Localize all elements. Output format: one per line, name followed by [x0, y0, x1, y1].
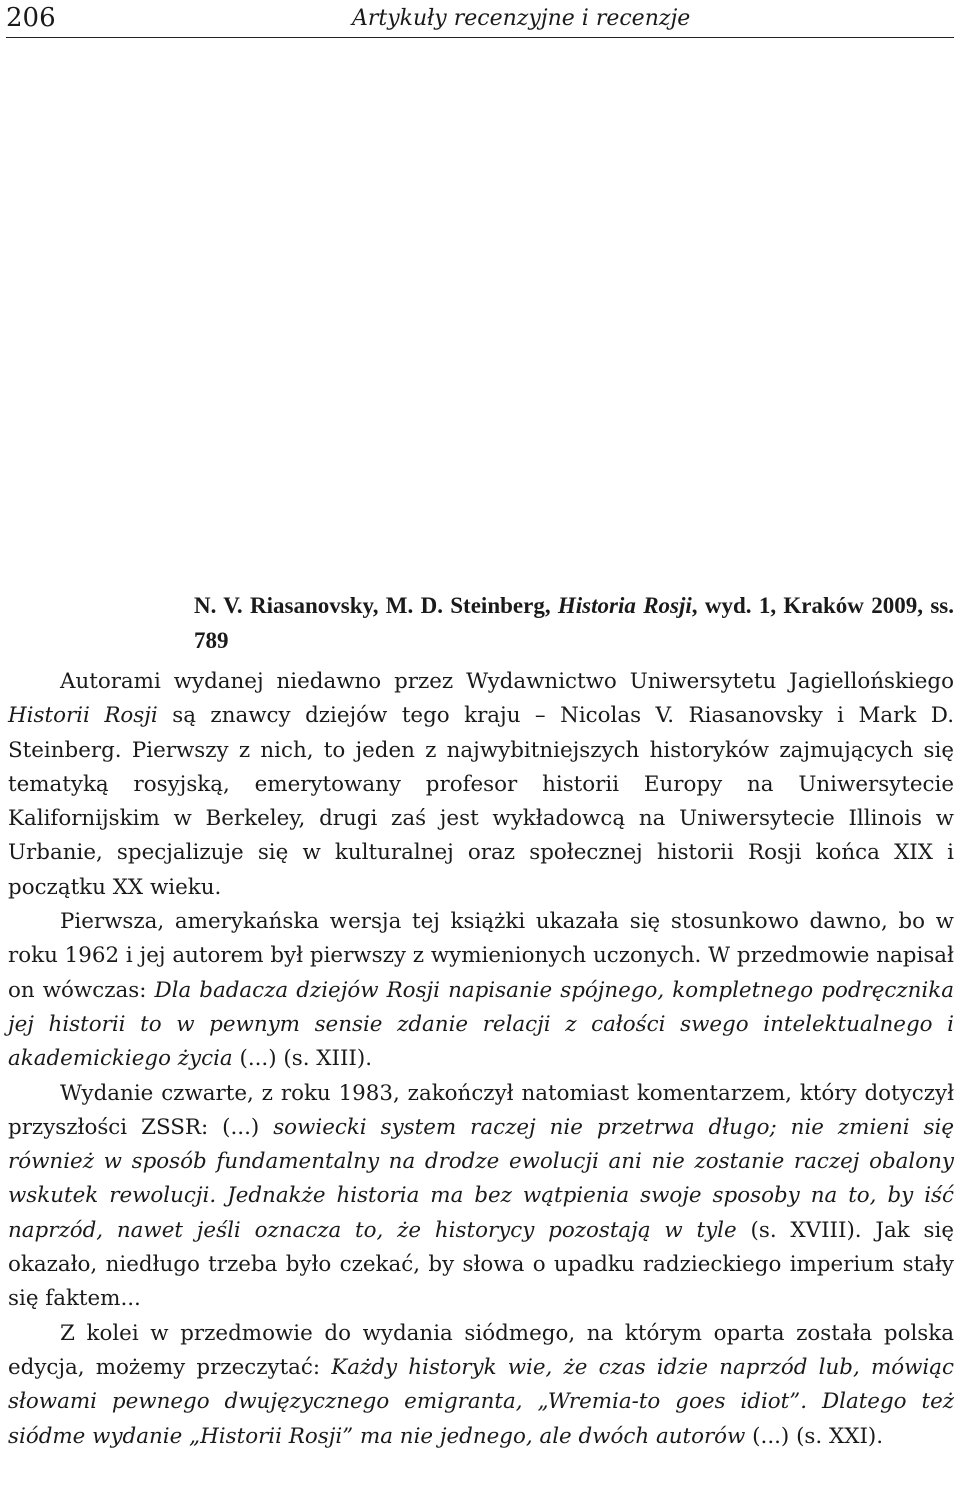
paragraph-text: (...) (s. XXI).: [745, 1423, 884, 1449]
review-authors: N. V. Riasanovsky, M. D. Steinberg,: [194, 593, 558, 618]
body-paragraph: [8, 1077, 954, 1317]
body-paragraph: [8, 665, 954, 905]
page-number: 206: [6, 3, 56, 33]
paragraph-text: (s. XVIII). Jak się okazało, niedługo trzeba było czekać, by słowa o upadku radzieckiego imperium stały się faktem...: [8, 1217, 954, 1312]
quoted-italic-text: sowiecki system raczej nie przetrwa długo; nie zmieni się również w sposób fundamentalny na drodze ewolucji ani nie zostanie raczej obalony wskutek rewolucji. Jednakże historia ma bez wątpienia swoje sposoby na to, by iść naprzód, nawet jeśli oznacza to, że historycy pozostają w tyle: [8, 1114, 954, 1243]
paragraph-text: Pierwsza, amerykańska wersja tej książki ukazała się stosunkowo dawno, bo w roku 1962 i jej autorem był pierwszy z wymienionych uczonych. W przedmowie napisał on wówczas:: [8, 909, 954, 1003]
section-title: Artykuły recenzyjne i recenzje: [352, 6, 691, 31]
paragraph-text: Autorami wydanej niedawno przez Wydawnictwo Uniwersytetu Jagiellońskiego: [60, 669, 954, 694]
paragraph-text: Wydanie czwarte, z roku 1983, zakończył natomiast komentarzem, który dotyczył przyszłości ZSSR: (...): [8, 1080, 954, 1140]
review-publication-info: , wyd. 1, Kraków 2009, ss. 789: [194, 593, 954, 653]
quoted-italic-text: Dla badacza dziejów Rosji napisanie spójnego, kompletnego podręcznika jej historii to w pewnym sensie zdanie relacji z całości swego intelektualnego i akademickiego życia: [8, 977, 954, 1072]
running-header: [6, 0, 954, 38]
quoted-italic-text: Historii Rosji: [8, 703, 158, 729]
review-body: [8, 665, 954, 1454]
paragraph-text: Z kolei w przedmowie do wydania siódmego, na którym oparta została polska edycja, możemy przeczytać:: [8, 1320, 954, 1380]
paragraph-text: (...) (s. XIII).: [232, 1046, 373, 1072]
body-paragraph: [8, 1317, 954, 1454]
body-paragraph: [8, 905, 954, 1076]
review-heading: [194, 588, 954, 658]
quoted-italic-text: Każdy historyk wie, że czas idzie naprzód lub, mówiąc słowami pewnego dwujęzycznego emigranta, „Wremia-to goes idiot”. Dlatego też siódme wydanie „Historii Rosji” ma nie jednego, ale dwóch autorów: [8, 1354, 954, 1449]
review-book-title: Historia Rosji: [557, 593, 692, 618]
paragraph-text: są znawcy dziejów tego kraju – Nicolas V. Riasanovsky i Mark D. Steinberg. Pierwszy z nich, to jeden z najwybitniejszych historyków zajmujących się tematyką rosyjską, emerytowany profesor historii Europy na Uniwersytecie Kalifornijskim w Berkeley, drugi zaś jest wykładowcą na Uniwersytecie Illinois w Urbanie, specjalizuje się w kulturalnej oraz społecznej historii Rosji końca XIX i początku XX wieku.: [8, 703, 954, 900]
